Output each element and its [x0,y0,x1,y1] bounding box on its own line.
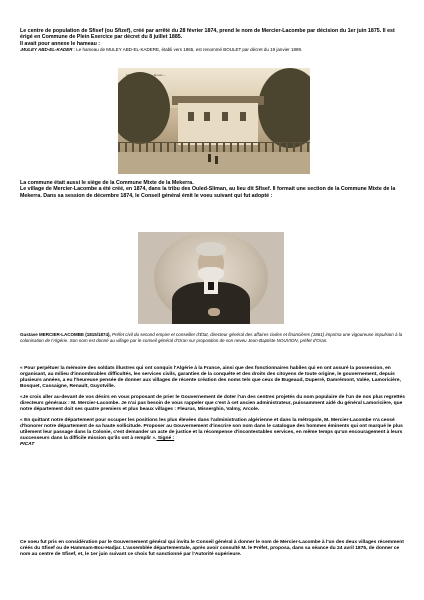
intro-paragraph: Le centre de population de Sfisef (ou Sfizef), créé par arrêté du 28 février 1874, prend le nom de Mercier-Lacombe par décision du 1er juin 1875. Il est érigé en Commune de Plein Exercice par décret du 8 juillet 1885. [20,28,395,41]
photo-caption: Mercier-Lacombe - Route ... [126,73,166,77]
quote-1: « Pour perpétuer la mémoire des soldats illustres qui ont conquis l'Algérie à la France, ainsi que des fonctionnaires habiles qui en ont assuré la possession, en organisant, au milieu d'innombrables difficultés, les services civils, garanties de la conquête et des droits des citoyens de toute origine, le gouvernement, depuis plusieurs années, a eu l'heureuse pensée de donner aux villages de récente création des noms tels que ceux de Bugeaud, Duperré, Damrémont, Valée, Lamoricière, Bosquet, Cassaigne, Renault, Guyotville. [20,366,401,389]
signed-label: Signé : [156,436,175,441]
conclusion-section [20,540,406,558]
hamlet-text: : Le hameau de MULEY ABD-EL-KADERE, établi vers 1865, est renommé BOULET par décret du 19 janvier 1889. [72,47,303,53]
commune-paragraph-1: La commune était aussi le siège de la Commune Mixte de la Mekerra. [20,180,194,186]
photo-window [188,112,194,121]
portrait-caption-name: Gustave MERCIER-LACOMBE (1815/1874), [20,332,111,337]
photo-road [118,152,310,174]
portrait-caption-body: Préfet civil du second empire et conseiller d'État, directeur général des affaires civiles et financières (1861) imprima une vigoureuse impulsion à la colonisation de l'Algérie. Son nom est donné au village par le conseil général d'Oran sur proposition de son neveu Jean-Baptiste NOUVION, préfet d'Oran. [20,332,403,343]
portrait-photo [138,232,284,324]
conclusion-paragraph: Ce voeu fut pris en considération par le Gouvernement général qui invita le Conseil général à donner le nom de Mercier-Lacombe à l'un des deux villages récemment créés du Sfisef ou de Hammam-Bou-Hadjar. L'assemblée départementale, après avoir consulté M. le Préfet, proposa, dans sa séance du 24 avril 1875, de donner ce nom au centre de Sfisef, et, le 1er juin suivant ce choix fut sanctionné par l'Autorité supérieure. [20,540,404,557]
photo-house [178,103,258,145]
portrait-hand [208,308,220,316]
annex-label: Il avait pour annexe le hameau : [20,40,101,47]
photo-figure [208,154,211,162]
quote-2: «Je crois aller au-devant de vos désirs en vous proposant de prier le Gouvernement de doter l'un des centres projetés du nom populaire de l'un de nos plus regrettés directeurs généraux : M. Mercier-Lacombe. Je n'ai pas besoin de vous rappeler que c'est à cet ancien administrateur, puissamment aidé du général Lamoricière, que notre département doit ses quatre premiers et plus beaux villages : Fleurus, Misserghin, Valmy, Arcole. [20,395,405,412]
quote-3-text: « En quittant notre département pour occuper les positions les plus élevées dans l'administration algérienne et dans la métropole, M. Mercier-Lacombe n'a cessé d'honorer notre département de sa haute sollicitude. Proposer au Gouvernement d'inscrire son nom dans le catalogue des hommes éminents qui ont marqué le plus utilement leur passage dans la Colonie, c'est demander un acte de justice et la récompense d'incontestables services, en même temps qu'un encouragement à leurs successeurs dans la difficile mission qu'ils ont à remplir ». [20,418,403,441]
hamlet-paragraph [20,47,406,53]
photo-window [204,112,210,121]
portrait-tie [208,282,214,290]
quote-3 [20,418,406,448]
village-photo [118,68,310,174]
hamlet-name: .MULEY ABD-EL-KADER [20,47,73,53]
quotes-section [20,366,406,448]
photo-window [240,112,246,121]
photo-window [222,112,228,121]
signed-name: PICAT [20,442,35,447]
portrait-caption-text [20,332,406,343]
photo-tree [118,72,170,144]
portrait-hair [196,242,226,256]
portrait-caption [20,332,406,343]
photo-tree [258,68,310,148]
commune-paragraph-2: Le village de Mercier-Lacombe a été créé, en 1874, dans la tribu des Ouled-Sliman, au lieu dit Sfisef. Il formait une section de la Commune Mixte de la Mekerra. Dans sa session de décembre 1874, le Conseil général émit le voeu suivant qui fut adopté : [20,186,396,199]
commune-section [20,180,406,199]
intro-section [20,28,406,53]
photo-figure [215,156,218,164]
portrait-beard [198,267,224,281]
